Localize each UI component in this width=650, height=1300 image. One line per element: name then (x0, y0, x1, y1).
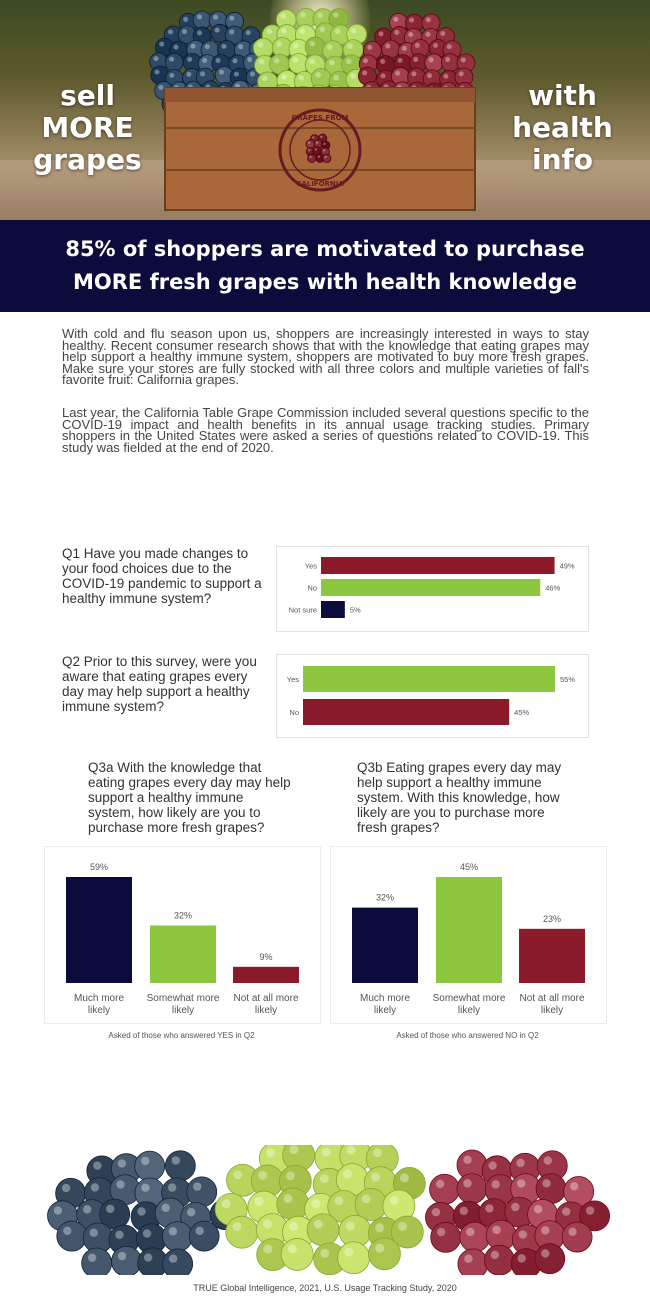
grape-berry (306, 140, 314, 148)
intro-paragraph-2: Last year, the California Table Grape Commission included several questions specific to the COVID-19 impact and health benefits in its annual usage tracking studies. Primary shoppers in the United States were asked a series of questions related to COVID-19. This study was fielded at the end of 2020. (62, 405, 589, 455)
bottom-grape-bunches (0, 1145, 650, 1275)
grape-highlight (299, 75, 305, 81)
grape-highlight (415, 43, 420, 48)
q3b-chart (330, 846, 607, 1024)
grape-highlight (432, 1208, 440, 1216)
value-label: 55% (560, 675, 576, 684)
grape-highlight (154, 69, 159, 74)
grape-highlight (263, 1245, 272, 1254)
grape-highlight (309, 59, 315, 65)
grape-highlight (258, 1171, 267, 1180)
grape-highlight (568, 1228, 576, 1236)
bar-yes (303, 666, 555, 692)
grape-berry (165, 1151, 195, 1181)
grape-highlight (93, 1161, 101, 1169)
bar-not-at-all-more-likely (519, 929, 585, 983)
category-label: Not at all more (233, 993, 299, 1004)
grape-highlight (143, 1229, 151, 1237)
grape-highlight (586, 1206, 594, 1214)
grape-highlight (393, 17, 398, 22)
category-label: likely (540, 1005, 564, 1016)
grape-highlight (460, 1207, 468, 1215)
headline-line-1: 85% of shoppers are motivated to purchase (65, 237, 585, 261)
grape-highlight (320, 1174, 329, 1183)
grape-highlight (250, 72, 255, 77)
hero-right-text (505, 80, 620, 176)
grape-highlight (409, 18, 414, 23)
bar-not-sure (321, 601, 345, 618)
bar-no (303, 699, 509, 725)
grape-highlight (186, 72, 191, 77)
grape-highlight (63, 1227, 71, 1235)
grape-highlight (461, 57, 466, 62)
grape-highlight (312, 136, 314, 138)
grape-highlight (300, 28, 306, 34)
grape-berry (112, 1246, 142, 1275)
grape-highlight (562, 1207, 570, 1215)
q3a-chart (44, 846, 321, 1024)
grape-highlight (491, 1180, 499, 1188)
grape-berry (562, 1222, 592, 1252)
grape-berry (307, 1214, 339, 1246)
grape-highlight (380, 73, 385, 78)
category-label: Yes (304, 561, 317, 571)
grape-highlight (309, 41, 315, 47)
grape-highlight (413, 57, 418, 62)
grape-highlight (426, 17, 431, 22)
crate-logo-bottom-text: CALIFORNIA (296, 180, 344, 188)
category-label: likely (254, 1005, 278, 1016)
headline-banner (0, 220, 650, 312)
grape-highlight (213, 15, 218, 20)
crate-rim (165, 88, 475, 102)
grape-highlight (137, 1207, 145, 1215)
grape-highlight (191, 44, 196, 49)
grape-highlight (153, 56, 158, 61)
grape-highlight (400, 1173, 409, 1182)
grape-highlight (286, 1171, 295, 1180)
grape-highlight (541, 1249, 549, 1257)
grape-highlight (238, 44, 243, 49)
grape-highlight (233, 1222, 242, 1231)
grape-highlight (362, 1194, 371, 1203)
grape-highlight (216, 58, 221, 63)
grape-highlight (169, 57, 174, 62)
grape-highlight (464, 1254, 472, 1262)
grape-highlight (308, 149, 310, 151)
hero-right-line: with (528, 79, 597, 112)
grape-highlight (436, 1180, 444, 1188)
grape-berry (82, 1248, 112, 1275)
grape-highlight (323, 149, 325, 151)
grape-berry (165, 53, 183, 71)
grape-highlight (511, 1203, 519, 1211)
grape-berry (368, 1238, 400, 1270)
question-q3a: Q3a With the knowledge that eating grapes every day may help support a healthy immune system, how likely are you to purchase more fresh grapes? (88, 760, 291, 835)
grape-highlight (390, 1196, 399, 1205)
bottom-red-grape-bunch (425, 1150, 609, 1275)
grape-highlight (323, 143, 325, 145)
grape-berry (535, 1244, 565, 1274)
grape-highlight (258, 42, 264, 48)
grape-highlight (262, 76, 268, 82)
grape-highlight (534, 1205, 542, 1213)
grape-highlight (116, 1180, 124, 1188)
category-label: Somewhat more (146, 993, 220, 1004)
grape-highlight (347, 43, 353, 49)
q3a-footnote: Asked of those who answered YES in Q2 (108, 1031, 255, 1040)
grape-highlight (274, 58, 280, 64)
grape-highlight (187, 1208, 195, 1216)
grape-highlight (459, 71, 464, 76)
grape-berry (338, 1242, 370, 1274)
grape-highlight (343, 1170, 352, 1179)
grape-highlight (375, 1223, 384, 1232)
value-label: 23% (542, 913, 562, 924)
grape-highlight (234, 72, 239, 77)
grape-highlight (429, 57, 434, 62)
category-label: Yes (286, 675, 299, 684)
grape-highlight (90, 1229, 98, 1237)
q2-bar-chart (277, 655, 588, 737)
grape-highlight (158, 85, 163, 90)
grape-highlight (440, 31, 445, 36)
grape-highlight (62, 1184, 70, 1192)
headline-line-2: MORE fresh grapes with health knowledge (73, 270, 577, 294)
grape-highlight (379, 31, 384, 36)
grape-highlight (320, 136, 322, 138)
hero-left-line: grapes (33, 143, 142, 176)
hero-right-line: info (532, 143, 593, 176)
grape-highlight (193, 1182, 201, 1190)
grape-berry (430, 1174, 460, 1204)
grape-highlight (259, 59, 265, 65)
bar-somewhat-more-likely (436, 877, 502, 983)
grape-berry (193, 11, 211, 29)
hero-image (0, 0, 650, 220)
grape-berry (425, 54, 443, 72)
value-label: 9% (259, 951, 273, 962)
grape-berry (323, 154, 331, 162)
hero-right-line: health (512, 111, 613, 144)
grape-highlight (159, 42, 164, 47)
grape-highlight (385, 43, 390, 48)
grape-highlight (519, 1230, 527, 1238)
category-label: likely (87, 1005, 111, 1016)
grape-highlight (398, 1222, 407, 1231)
grape-highlight (350, 73, 356, 79)
grape-highlight (222, 1199, 231, 1208)
grape-highlight (318, 156, 320, 158)
grape-highlight (115, 1231, 123, 1239)
grape-highlight (408, 32, 413, 37)
hero-left-line: sell (60, 79, 115, 112)
bar-yes (321, 557, 555, 574)
grape-highlight (447, 44, 452, 49)
grape-highlight (329, 60, 335, 66)
grape-highlight (333, 12, 339, 18)
grape-highlight (463, 1156, 471, 1164)
value-label: 46% (545, 583, 561, 593)
grape-highlight (351, 28, 357, 34)
grape-highlight (247, 57, 252, 62)
grape-highlight (300, 12, 306, 18)
grape-highlight (443, 74, 448, 79)
grape-highlight (466, 1228, 474, 1236)
grape-highlight (402, 46, 407, 51)
grape-highlight (288, 1244, 297, 1253)
grape-highlight (315, 148, 317, 150)
grape-highlight (394, 30, 399, 35)
grape-highlight (322, 1148, 331, 1157)
grape-highlight (367, 45, 372, 50)
grape-berry (308, 154, 316, 162)
grape-highlight (215, 28, 220, 33)
q1-bar-chart (277, 547, 588, 631)
grape-highlight (517, 1254, 525, 1262)
grape-highlight (316, 141, 318, 143)
grape-highlight (221, 44, 226, 49)
value-label: 49% (559, 561, 575, 571)
grape-highlight (289, 1222, 298, 1231)
grape-berry (162, 1222, 192, 1252)
q2-chart (276, 654, 589, 738)
grape-berry (189, 1221, 219, 1251)
grape-highlight (144, 1253, 152, 1261)
grape-highlight (335, 29, 341, 35)
grape-highlight (161, 1204, 169, 1212)
grape-highlight (141, 1157, 149, 1165)
grape-highlight (281, 74, 287, 80)
grape-berry (277, 1188, 309, 1220)
grape-highlight (334, 1196, 343, 1205)
crate-logo-top-text: GRAPES FROM (291, 114, 349, 122)
grape-highlight (293, 43, 299, 49)
category-label: likely (171, 1005, 195, 1016)
grape-highlight (371, 1173, 380, 1182)
category-label: Not at all more (519, 993, 585, 1004)
bar-somewhat-more-likely (150, 926, 216, 983)
value-label: 32% (375, 892, 395, 903)
grape-highlight (363, 58, 368, 63)
grape-highlight (380, 59, 385, 64)
grape-highlight (168, 29, 173, 34)
grape-berry (226, 1216, 258, 1248)
category-label: No (307, 583, 317, 593)
grape-highlight (88, 1254, 96, 1262)
grape-highlight (197, 30, 202, 35)
grape-berry (458, 1249, 488, 1275)
grape-highlight (246, 30, 251, 35)
grape-highlight (182, 29, 187, 34)
grape-highlight (281, 13, 287, 19)
grape-highlight (314, 1220, 323, 1229)
grape-berry (135, 1151, 165, 1181)
value-label: 59% (89, 862, 109, 872)
grape-highlight (373, 1148, 382, 1157)
grape-highlight (544, 1156, 552, 1164)
bar-no (321, 579, 540, 596)
grape-highlight (289, 1145, 298, 1154)
category-label: likely (457, 1005, 481, 1016)
grape-highlight (169, 1227, 177, 1235)
category-label: Much more (73, 993, 125, 1004)
grape-highlight (229, 29, 234, 34)
grape-highlight (425, 32, 430, 37)
grape-highlight (320, 1249, 329, 1258)
category-label: No (289, 708, 299, 717)
grape-highlight (200, 71, 205, 76)
category-label: Somewhat more (432, 993, 506, 1004)
grape-highlight (488, 1161, 496, 1169)
category-label: Not sure (288, 605, 317, 615)
value-label: 5% (349, 605, 361, 615)
grape-highlight (541, 1226, 549, 1234)
grape-highlight (187, 57, 192, 62)
value-label: 32% (173, 910, 193, 921)
category-label: Much more (359, 993, 411, 1004)
grape-highlight (233, 1170, 242, 1179)
grape-highlight (169, 73, 174, 78)
grape-highlight (197, 14, 202, 19)
grape-highlight (118, 1252, 126, 1260)
grape-highlight (172, 1156, 180, 1164)
grape-highlight (317, 12, 323, 18)
grape-highlight (91, 1183, 99, 1191)
grape-highlight (375, 1244, 384, 1253)
grape-highlight (315, 72, 321, 78)
grape-highlight (427, 73, 432, 78)
grape-highlight (281, 28, 287, 34)
grape-highlight (517, 1179, 525, 1187)
q3a-bar-chart (45, 847, 320, 1023)
intro-paragraph-1: With cold and flu season upon us, shoppers are increasingly interested in ways to stay healthy. Recent consumer research shows that with the knowledge that eating grapes may help support a healthy immune system, shoppers are motivated to buy more fresh grapes. Make sure your stores are fully stocked with all three colors and multiple varieties of fall's favorite fruit: California grapes. (62, 326, 589, 387)
grape-highlight (276, 41, 282, 47)
q3b-bar-chart (331, 847, 606, 1023)
grape-berry (484, 1245, 514, 1275)
bar-much-more-likely (66, 877, 132, 983)
grape-highlight (229, 16, 234, 21)
bottom-green-grape-bunch (215, 1145, 425, 1275)
q3b-footnote: Asked of those who answered NO in Q2 (396, 1031, 539, 1040)
bottom-dark-grape-bunch (47, 1151, 239, 1275)
grape-highlight (445, 57, 450, 62)
grape-highlight (284, 1194, 293, 1203)
question-q3b: Q3b Eating grapes every day may help support a healthy immune system. With this knowledge, how likely are you to purchase more fresh grapes? (357, 760, 562, 835)
grape-highlight (195, 1227, 203, 1235)
q1-chart (276, 546, 589, 632)
grape-berry (536, 1174, 566, 1204)
grape-highlight (168, 1183, 176, 1191)
grape-highlight (311, 1199, 320, 1208)
grape-highlight (570, 1182, 578, 1190)
hero-left-line: MORE (41, 111, 134, 144)
grape-highlight (362, 70, 367, 75)
grape-berry (57, 1221, 87, 1251)
question-q1: Q1 Have you made changes to your food choices due to the COVID-19 pandemic to support a healthy immune system? (62, 546, 262, 606)
grape-highlight (320, 27, 326, 33)
grape-highlight (485, 1204, 493, 1212)
grape-highlight (83, 1205, 91, 1213)
grape-highlight (308, 141, 310, 143)
grape-highlight (398, 58, 403, 63)
grape-berry (457, 1174, 487, 1204)
grape-berry (431, 1222, 461, 1252)
grape-berry (355, 1188, 387, 1220)
grape-highlight (219, 70, 224, 75)
grape-highlight (232, 58, 237, 63)
grape-highlight (516, 1159, 524, 1167)
grape-highlight (263, 1220, 272, 1229)
grape-highlight (324, 156, 326, 158)
question-q2: Q2 Prior to this survey, were you aware that eating grapes every day may help support a healthy immune system? (62, 654, 257, 714)
grape-highlight (106, 1205, 114, 1213)
grape-berry (305, 37, 325, 57)
bar-not-at-all-more-likely (233, 967, 299, 983)
grape-highlight (492, 1226, 500, 1234)
grape-berry (281, 1238, 313, 1270)
grape-highlight (169, 1254, 177, 1262)
grape-highlight (327, 44, 333, 50)
source-citation: TRUE Global Intelligence, 2021, U.S. Usage Tracking Study, 2020 (193, 1283, 457, 1293)
grape-berry (460, 1222, 490, 1252)
grape-highlight (347, 1146, 356, 1155)
grape-highlight (333, 75, 339, 81)
grape-berry (187, 1177, 217, 1207)
grape-highlight (141, 1184, 149, 1192)
grape-highlight (267, 29, 273, 35)
grape-highlight (437, 1228, 445, 1236)
grape-highlight (293, 57, 299, 63)
grape-highlight (433, 43, 438, 48)
grape-highlight (118, 1159, 126, 1167)
grape-highlight (542, 1179, 550, 1187)
grape-highlight (491, 1251, 499, 1259)
value-label: 45% (459, 862, 479, 872)
value-label: 45% (514, 708, 530, 717)
grape-highlight (205, 44, 210, 49)
hero-left-text (30, 80, 145, 176)
grape-highlight (344, 1248, 353, 1257)
grape-highlight (309, 156, 311, 158)
grape-highlight (346, 58, 352, 64)
grape-highlight (266, 1148, 275, 1157)
category-label: likely (373, 1005, 397, 1016)
bar-much-more-likely (352, 908, 418, 983)
grape-highlight (346, 1221, 355, 1230)
grape-highlight (202, 58, 207, 63)
grape-highlight (173, 45, 178, 50)
grape-highlight (395, 71, 400, 76)
grape-highlight (54, 1206, 62, 1214)
grape-highlight (183, 17, 188, 22)
grape-berry (163, 1249, 193, 1275)
grape-highlight (463, 1179, 471, 1187)
grape-highlight (411, 71, 416, 76)
grape-highlight (255, 1197, 264, 1206)
